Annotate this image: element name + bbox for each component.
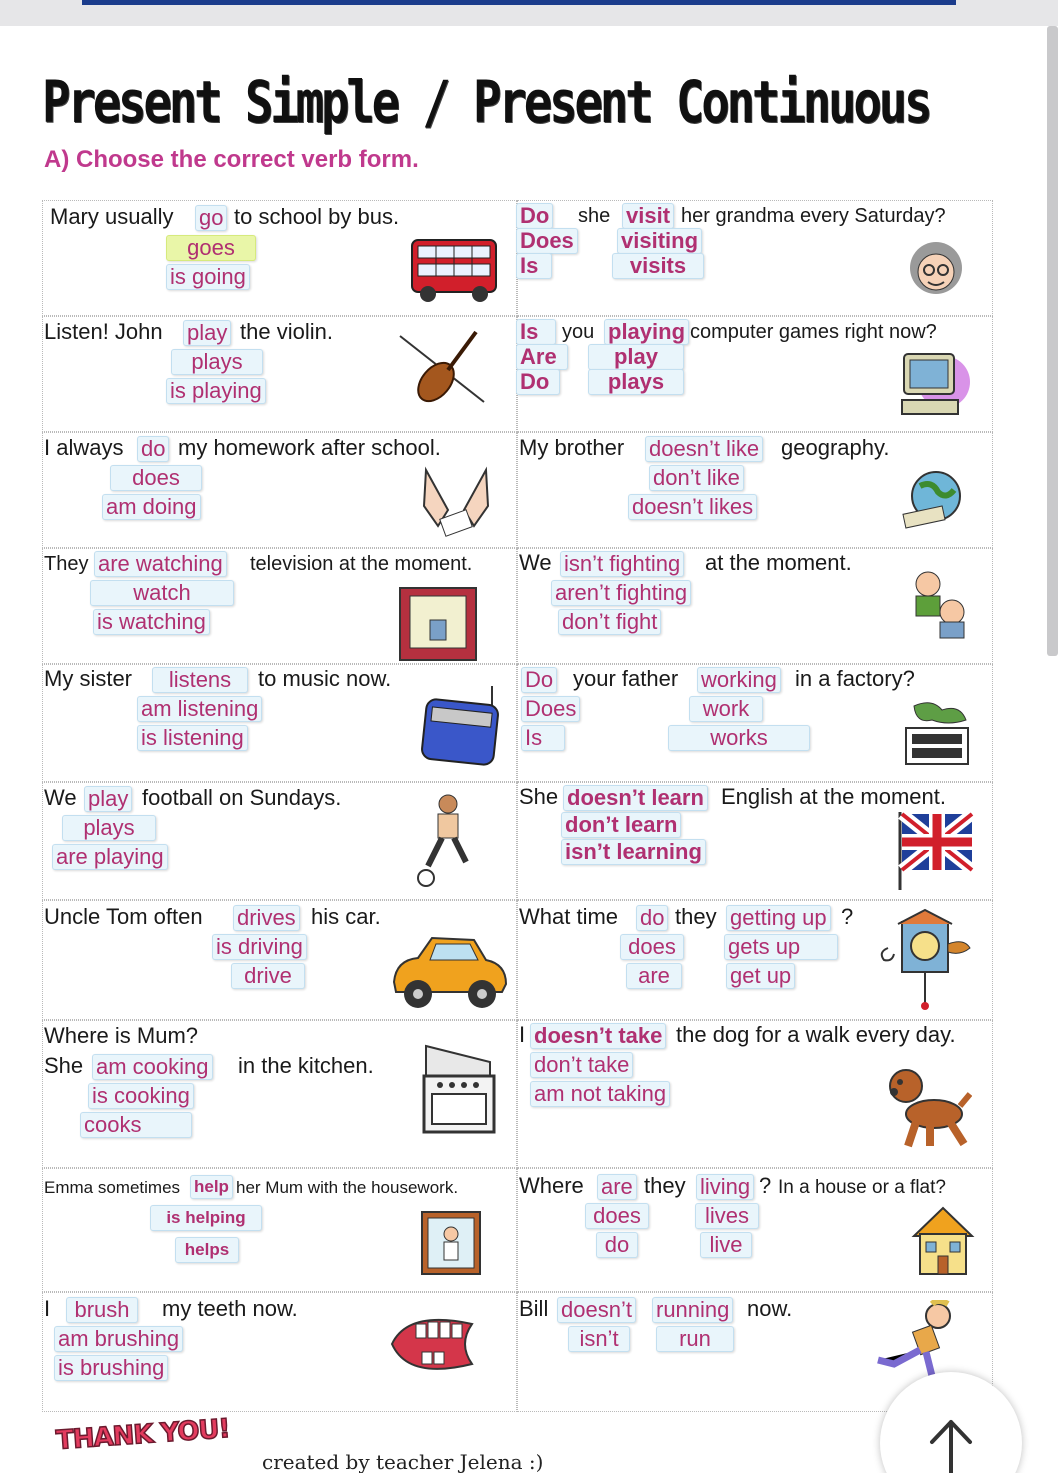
option-box[interactable]: go	[195, 205, 227, 231]
globe-books-icon	[898, 466, 974, 532]
option-box[interactable]: isn’t	[568, 1326, 630, 1352]
option-box[interactable]: getting up	[726, 905, 831, 931]
sentence-text: Where	[519, 1173, 584, 1198]
option-box[interactable]: live	[700, 1232, 752, 1258]
thank-you-badge: THANK YOU!	[55, 1413, 231, 1457]
option-box[interactable]: playing	[604, 319, 689, 345]
scrollbar[interactable]	[1047, 26, 1058, 656]
option-box[interactable]: get up	[726, 963, 795, 989]
option-box-highlighted[interactable]: goes	[166, 235, 256, 261]
option-box[interactable]: Does	[521, 696, 580, 722]
sentence-text: computer games right now?	[690, 321, 937, 343]
option-box[interactable]: does	[620, 934, 684, 960]
sentence-text: Mary usually	[50, 204, 174, 229]
computer-icon	[896, 346, 974, 422]
violin-icon	[396, 322, 488, 414]
option-box[interactable]: is watching	[93, 609, 210, 635]
sentence-text: they	[675, 904, 717, 929]
sentence-text: ?	[841, 904, 854, 929]
sentence-text: now.	[747, 1296, 793, 1321]
sentence-text: ?	[759, 1173, 772, 1198]
sentence-text: She	[519, 784, 559, 809]
homework-hand-icon	[418, 466, 494, 538]
sentence-text: my teeth now.	[162, 1296, 298, 1321]
sentence-text: Bill	[519, 1296, 549, 1321]
sentence-text: I	[519, 1022, 526, 1047]
option-box[interactable]: watch	[90, 580, 234, 606]
sentence-text: television at the moment.	[250, 553, 473, 575]
option-box[interactable]: visits	[612, 253, 704, 279]
sentence-text: the dog for a walk every day.	[676, 1022, 956, 1047]
tv-icon	[398, 586, 478, 662]
sentence-text: Emma sometimes	[44, 1178, 181, 1197]
sentence-text: We	[519, 550, 552, 575]
option-box[interactable]: are playing	[52, 844, 168, 870]
option-box[interactable]: run	[656, 1326, 734, 1352]
option-box[interactable]: Are	[516, 344, 568, 370]
fighting-kids-icon	[898, 562, 978, 642]
option-box[interactable]: plays	[588, 369, 684, 395]
option-box[interactable]: cooks	[80, 1112, 192, 1138]
sentence-text: In a house or a flat?	[778, 1177, 946, 1198]
option-box[interactable]: Do	[516, 203, 553, 229]
option-box[interactable]: don’t learn	[561, 812, 681, 838]
option-box[interactable]: working	[697, 667, 781, 693]
house-icon	[910, 1204, 976, 1278]
sentence-text: her Mum with the housework.	[236, 1178, 459, 1197]
option-box[interactable]: brush	[66, 1297, 138, 1323]
option-box[interactable]: help	[190, 1175, 233, 1199]
stove-icon	[418, 1042, 498, 1136]
option-box[interactable]: am cooking	[92, 1054, 213, 1080]
option-box[interactable]: isn’t fighting	[560, 551, 684, 577]
option-box[interactable]: play	[183, 320, 231, 346]
running-boy-icon	[872, 1300, 968, 1382]
option-box[interactable]: is driving	[212, 934, 307, 960]
sentence-text: to school by bus.	[234, 204, 400, 229]
option-box[interactable]: plays	[171, 349, 263, 375]
sentence-text: your father	[573, 666, 679, 691]
sentence-text: Listen! John	[44, 319, 163, 344]
option-box[interactable]: visiting	[617, 228, 702, 254]
uk-flag-icon	[896, 808, 974, 890]
option-box[interactable]: do	[137, 436, 169, 462]
factory-icon	[902, 700, 972, 768]
option-box[interactable]: plays	[62, 815, 156, 841]
option-box[interactable]: listens	[152, 667, 248, 693]
teeth-icon	[388, 1304, 474, 1384]
option-box[interactable]: Do	[516, 369, 560, 395]
option-box[interactable]: visit	[622, 203, 674, 229]
radio-icon	[420, 684, 500, 768]
sentence-text: to music now.	[258, 666, 392, 691]
option-box[interactable]: lives	[695, 1203, 759, 1229]
option-box[interactable]: is going	[166, 264, 250, 290]
option-box[interactable]: doesn’t learn	[563, 785, 708, 811]
option-box[interactable]: does	[585, 1203, 649, 1229]
option-box[interactable]: Do	[521, 667, 557, 693]
top-accent-bar	[82, 0, 956, 5]
sentence-text: in the kitchen.	[238, 1053, 374, 1078]
dog-icon	[880, 1058, 972, 1150]
option-box[interactable]: does	[110, 465, 202, 491]
grandma-icon	[904, 234, 968, 306]
credit-text: created by teacher Jelena :)	[262, 1450, 544, 1473]
option-box[interactable]: don’t fight	[558, 609, 661, 635]
option-box[interactable]: drives	[233, 905, 300, 931]
sentence-text: My brother	[519, 435, 625, 460]
sentence-text: Uncle Tom often	[44, 904, 203, 929]
option-box[interactable]: running	[652, 1297, 733, 1323]
sentence-text: I always	[44, 435, 124, 460]
option-box[interactable]: aren’t fighting	[551, 580, 691, 606]
car-icon	[388, 930, 510, 1014]
option-box[interactable]: are	[626, 963, 682, 989]
sentence-text: they	[644, 1173, 686, 1198]
option-box[interactable]: drive	[231, 963, 305, 989]
arrow-up-icon	[926, 1416, 976, 1473]
sentence-text: Where is Mum?	[44, 1023, 199, 1048]
option-box[interactable]: are watching	[94, 551, 227, 577]
option-box[interactable]: am brushing	[54, 1326, 183, 1352]
option-box[interactable]: am doing	[102, 494, 201, 520]
option-box[interactable]: doesn’t likes	[628, 494, 757, 520]
option-box[interactable]: work	[689, 696, 763, 722]
sentence-text: She	[44, 1053, 84, 1078]
sentence-text: I	[44, 1296, 51, 1321]
option-box[interactable]: doesn’t like	[645, 436, 763, 462]
option-box[interactable]: doesn’t take	[530, 1023, 666, 1049]
option-box[interactable]: Does	[516, 228, 578, 254]
option-box[interactable]: is playing	[166, 378, 266, 404]
sentence-text: We	[44, 785, 77, 810]
option-box[interactable]: living	[696, 1174, 754, 1200]
sentence-text: the violin.	[240, 319, 333, 344]
option-box[interactable]: do	[596, 1232, 638, 1258]
sentence-text: her grandma every Saturday?	[681, 205, 946, 227]
option-box[interactable]: gets up	[724, 934, 838, 960]
option-box[interactable]: doesn’t	[557, 1297, 636, 1323]
sentence-text: you	[562, 321, 595, 343]
sentence-text: my homework after school.	[178, 435, 441, 460]
option-box[interactable]: play	[84, 786, 132, 812]
option-box[interactable]: play	[588, 344, 684, 370]
option-box[interactable]: is listening	[137, 725, 248, 751]
option-box[interactable]: is brushing	[54, 1355, 168, 1381]
option-box[interactable]: are	[597, 1174, 637, 1200]
sentence-text: in a factory?	[795, 666, 915, 691]
option-box[interactable]: am not taking	[530, 1081, 670, 1107]
option-box[interactable]: Is	[516, 253, 552, 279]
option-box[interactable]: works	[668, 725, 810, 751]
option-box[interactable]: do	[636, 905, 668, 931]
option-box[interactable]: helps	[175, 1237, 239, 1263]
option-box[interactable]: Is	[521, 725, 565, 751]
option-box[interactable]: don’t take	[530, 1052, 633, 1078]
cleaning-window-icon	[420, 1210, 482, 1276]
page-title: Present Simple / Present Continuous	[42, 68, 930, 136]
option-box[interactable]: Is	[516, 319, 556, 345]
sentence-text: his car.	[311, 904, 381, 929]
sentence-text: at the moment.	[705, 550, 852, 575]
football-player-icon	[408, 792, 480, 888]
option-box[interactable]: is cooking	[88, 1083, 194, 1109]
option-box[interactable]: is helping	[150, 1205, 262, 1231]
sentence-text: English at the moment.	[721, 784, 947, 809]
sentence-text: she	[578, 205, 611, 227]
sentence-text: What time	[519, 904, 619, 929]
bus-icon	[408, 234, 500, 306]
sentence-text: My sister	[44, 666, 132, 691]
cuckoo-clock-icon	[874, 908, 978, 1012]
sentence-text: They	[44, 553, 89, 575]
sentence-text: geography.	[781, 435, 890, 460]
option-box[interactable]: don’t like	[649, 465, 744, 491]
sentence-text: football on Sundays.	[142, 785, 342, 810]
option-box[interactable]: isn’t learning	[561, 839, 706, 865]
instruction: A) Choose the correct verb form.	[44, 146, 419, 173]
option-box[interactable]: am listening	[137, 696, 262, 722]
